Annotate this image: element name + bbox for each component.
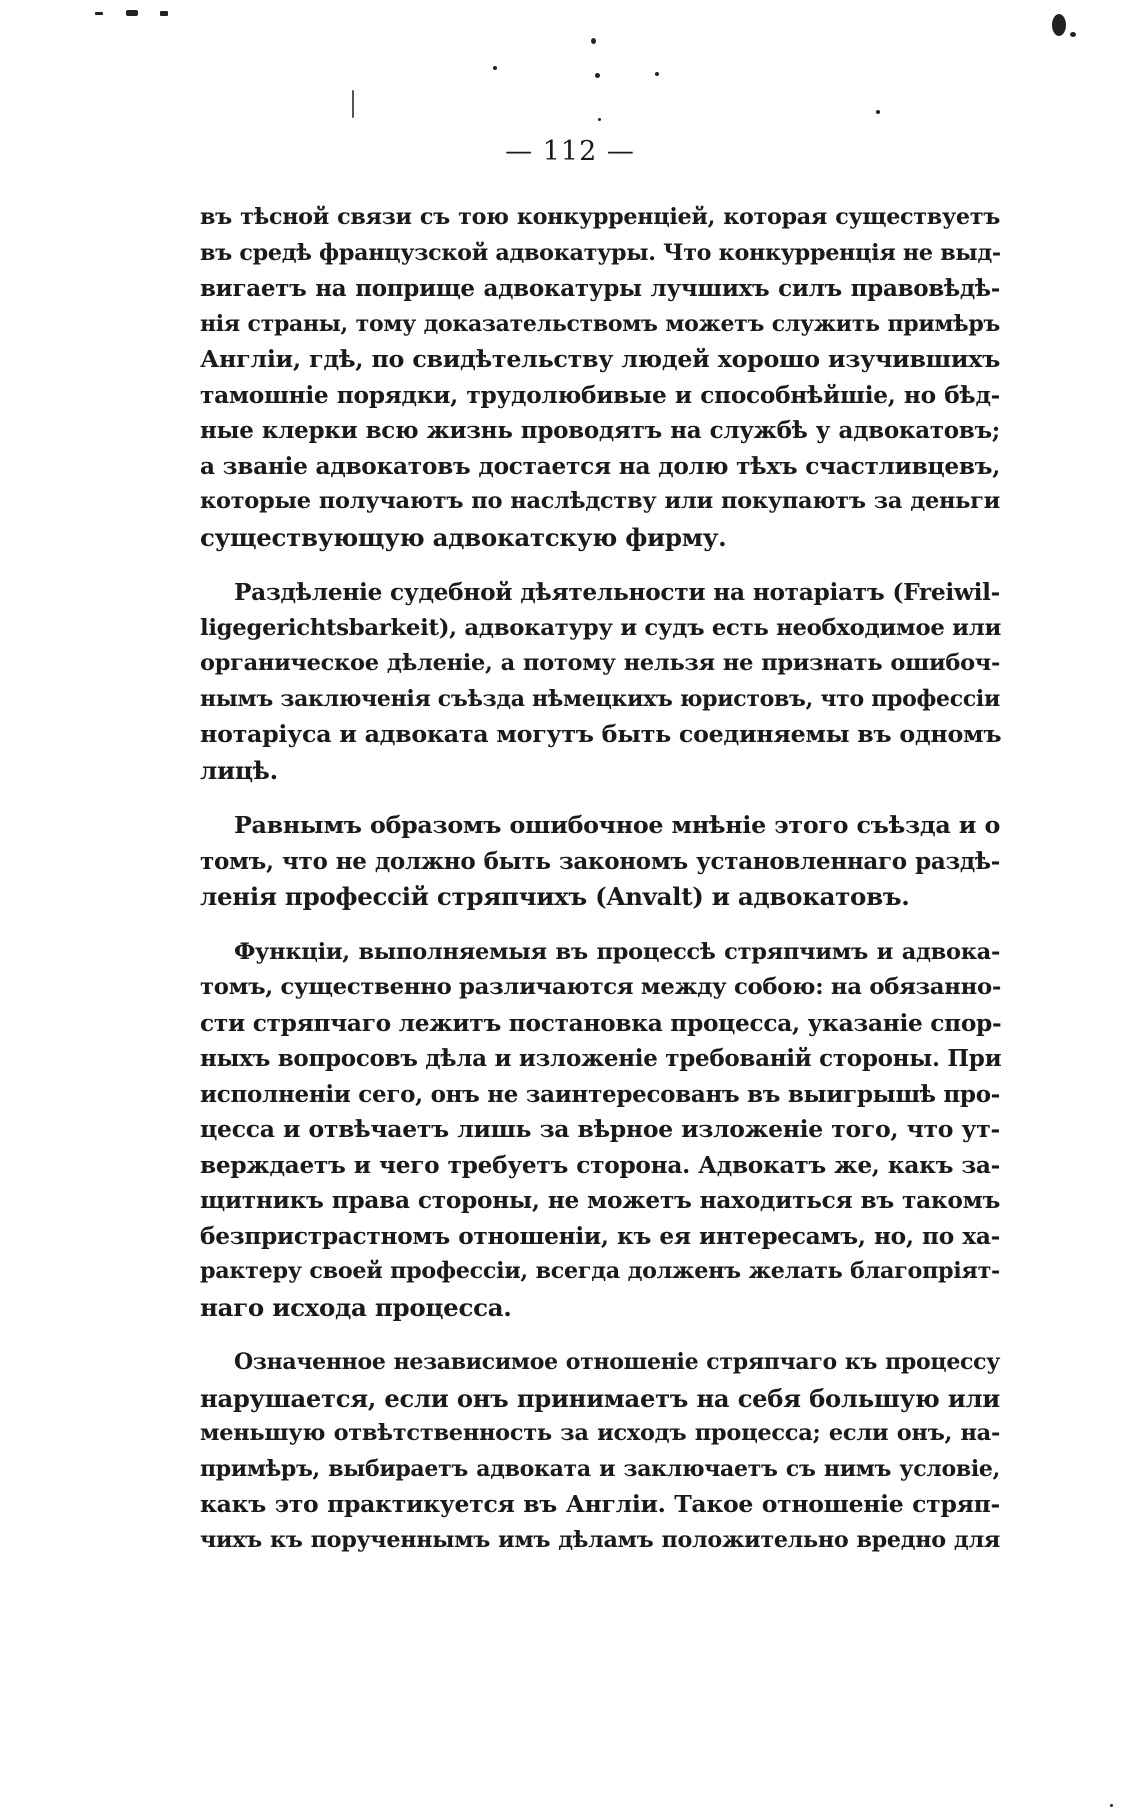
text-line: ленія профессій стряпчихъ (Anvalt) и адвокатовъ. (200, 882, 910, 911)
text-line: чихъ къ порученнымъ имъ дѣламъ положительно вредно для (200, 1526, 1000, 1553)
text-line: исполненіи сего, онъ не заинтересованъ въ выигрышѣ про- (200, 1080, 1000, 1108)
text-line: сти стряпчаго лежитъ постановка процесса, указаніе спор- (200, 1009, 1002, 1037)
text-line: Означенное независимое отношеніе стряпчаго къ процессу (234, 1349, 1000, 1375)
body-text (200, 200, 1000, 1578)
scan-speck (655, 72, 659, 76)
text-line: а званіе адвокатовъ достается на долю тѣхъ счастливцевъ, (200, 452, 1000, 480)
scan-speck (595, 73, 600, 78)
scan-speck (1110, 1804, 1113, 1807)
text-line: въ тѣсной связи съ тою конкурренціей, которая существуетъ (200, 204, 1000, 230)
text-line: нымъ заключенія съѣзда нѣмецкихъ юристовъ, что профессіи (200, 685, 1000, 712)
scan-speck (1070, 32, 1076, 37)
text-line: ligegerichtsbarkeit), адвокатуру и судъ есть необходимое или (200, 614, 1002, 641)
paragraph-5 (200, 1345, 1000, 1558)
text-line: органическое дѣленіе, а потому нельзя не признать ошибоч- (200, 650, 1000, 676)
text-line: въ средѣ французской адвокатуры. Что конкурренція не выд- (200, 239, 1001, 266)
text-line: вигаетъ на поприще адвокатуры лучшихъ силъ правовѣдѣ- (200, 275, 1000, 302)
scan-speck (95, 12, 103, 15)
scan-speck (1052, 14, 1066, 36)
text-line: примѣръ, выбираетъ адвоката и заключаетъ съ нимъ условіе, (200, 1455, 1000, 1482)
text-line: Раздѣленіе судебной дѣятельности на нотаріатъ (Freiwil- (234, 579, 1000, 606)
scan-speck (160, 11, 168, 16)
text-line: Равнымъ образомъ ошибочное мнѣніе этого съѣзда и о (234, 811, 1000, 839)
text-line: тамошніе порядки, трудолюбивые и способнѣйшіе, но бѣд- (200, 381, 1000, 409)
scan-speck (876, 110, 880, 114)
text-line: цесса и отвѣчаетъ лишь за вѣрное изложеніе того, что ут- (200, 1115, 1000, 1143)
text-line: существующую адвокатскую фирму. (200, 522, 727, 552)
text-line: Англіи, гдѣ, по свидѣтельству людей хорошо изучившихъ (200, 345, 1000, 373)
text-line: ныхъ вопросовъ дѣла и изложеніе требованій стороны. При (200, 1045, 1002, 1072)
scan-speck (352, 90, 354, 118)
text-line: томъ, что не должно быть закономъ установленнаго раздѣ- (200, 847, 1000, 875)
text-line: которые получаютъ по наслѣдству или покупаютъ за деньги (200, 488, 1000, 514)
text-line: какъ это практикуется въ Англіи. Такое отношеніе стряп- (200, 1490, 1000, 1518)
text-line: томъ, существенно различаются между собою: на обязанно- (200, 974, 1001, 1000)
text-line: верждаетъ и чего требуетъ сторона. Адвокатъ же, какъ за- (200, 1151, 1000, 1179)
scan-speck (591, 38, 596, 44)
paragraph-3 (200, 808, 1000, 915)
text-line: Функціи, выполняемыя въ процессѣ стряпчимъ и адвока- (234, 938, 1000, 965)
page-number: — 112 — (505, 136, 635, 167)
text-line: наго исхода процесса. (200, 1292, 512, 1322)
scan-speck (493, 66, 497, 70)
text-line: нотаріуса и адвоката могутъ быть соединяемы въ одномъ (200, 720, 1002, 748)
text-line: нія страны, тому доказательствомъ можетъ служить примѣръ (200, 310, 1000, 337)
text-line: безпристрастномъ отношеніи, къ ея интересамъ, но, по ха- (200, 1222, 1000, 1250)
text-line: меньшую отвѣтственность за исходъ процесса; если онъ, на- (200, 1420, 1000, 1446)
text-line: лицѣ. (200, 755, 278, 785)
paragraph-4 (200, 935, 1000, 1326)
text-line: щитникъ права стороны, не можетъ находиться въ такомъ (200, 1187, 1000, 1214)
paragraph-2 (200, 575, 1000, 788)
text-line: ные клерки всю жизнь проводятъ на службѣ у адвокатовъ; (200, 417, 1000, 444)
scan-speck (126, 10, 138, 16)
scan-speck (598, 118, 601, 121)
text-line: рактеру своей профессіи, всегда долженъ желать благопріят- (200, 1258, 1000, 1284)
text-line: нарушается, если онъ принимаетъ на себя большую или (200, 1383, 1000, 1413)
paragraph-1 (200, 200, 1000, 555)
